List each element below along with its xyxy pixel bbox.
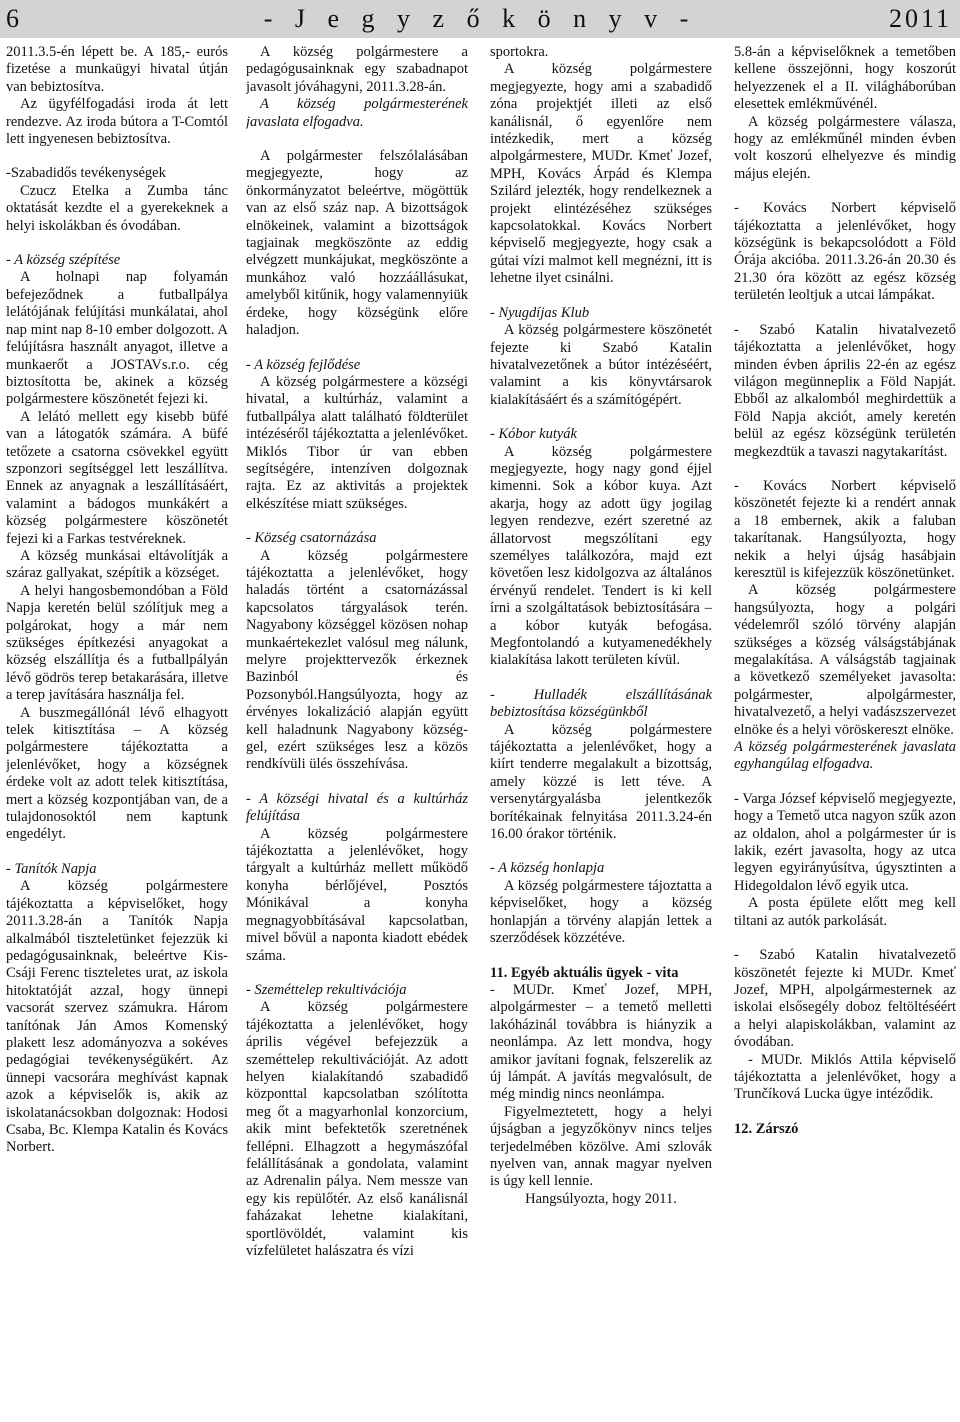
journal-title: - J e g y z ő k ö n y v - bbox=[263, 4, 697, 33]
section-heading: - Kóbor kutyák bbox=[490, 426, 577, 443]
section-heading: - Szeméttelep rekultivációja bbox=[246, 981, 407, 998]
paragraph: A község polgármestere tájékoztatta a jelenlévőket, hogy haladás történt a csatornázással kapcsolatos tárgyalások terén. Nagyabony községgel közösen nohap munkaértekezlet valósul meg nálunk, melyre projekttervezők érkeznek Bazinból és Pozsonyból.Hangsúlyozta, hogy az érvényes lokalizáció alapján együtt kell haladnunk Nagyabony község-gel, ezért szükséges lesz a közös rendkívüli ülés összehívása. bbox=[246, 547, 468, 773]
paragraph: A buszmegállónál lévő elhagyott telek kitisztítása – A község polgármestere tájékoztatta a jelenlévőket, hogy a községnek érdeke volt az adott telek kitisztítása, mert a község kozpontjában van, de a tulajdonosoktól nem kaptunk engedélyt. bbox=[6, 704, 228, 843]
column-1 bbox=[6, 44, 228, 1420]
section-heading: - A község fejlődése bbox=[246, 356, 361, 373]
paragraph: A posta épülete előtt meg kell tiltani az autók parkolását. bbox=[734, 895, 956, 929]
column-2 bbox=[246, 44, 468, 1420]
paragraph: A község polgármestere a községi hivatal, a kultúrház, valamint a futballpálya alatt található földterület intézéséről tájékoztatta a jelenlévőket. Miklós Tibor úr van ebben segítségére, intenzíven dolgoznak rajta. Ez az aktivitás a projektek elkészítése miatt szükséges. bbox=[246, 373, 468, 512]
column-4 bbox=[734, 44, 956, 1420]
paragraph: A község polgármestere tájékoztatta a képviselőket, hogy 2011.3.28-án a Tanítók Napja alkalmából tiszteletünket fejezzük ki pedagógusainknak, beleértve Kis-Csáji Ferenc tiszteletes urat, az iskola hitoktatóját azzal, hogy ünnepi vacsorát szervez számukra. Három tanítónak Ján Amos Komenský plakett lesz adományozva a sokéves pedagógiai tevékenységükért. Az ünnepi vacsorára meghívást kapnak azok a képviselők is, akik az iskolatanácsokban dolgoznak: Hodosi Csaba, Bc. Klempa Katalin és Kovács Norbert. bbox=[6, 878, 228, 1156]
paragraph: - Kovács Norbert képviselő tájékoztatta a jelenlévőket, hogy községünk is bekapcsolódott a Föld Órája akcióba. 2011.3.26-án 20.30 és 21.30 óra között az egész község területén leoltjuk a utcai lámpákat. bbox=[734, 200, 956, 304]
section-heading: - A község szépítése bbox=[6, 252, 121, 269]
paragraph: - Varga József képviselő megjegyezte, hogy a Temető utca nagyon szűk azon az oldalon, ahol a polgármester úr is lakik, ezért javasolta, hogy az utca legyen egyirányúsítva, úgysztinten a Hidegoldalon lévő egyik utca. bbox=[734, 790, 956, 894]
section-heading: - Tanítók Napja bbox=[6, 860, 97, 877]
section-heading: - Nyugdíjas Klub bbox=[490, 304, 590, 321]
paragraph: A község munkásai eltávolítják a száraz gallyakat, szépítik a községet. bbox=[6, 547, 228, 582]
paragraph: 5.8-án a képviselőknek a temetőben kellene összejönni, hogy koszorút helyezzenek el a II. világháborúban elesettek emlékművénél. bbox=[734, 44, 956, 113]
section-heading: - Község csatornázása bbox=[246, 530, 377, 547]
paragraph: A község polgármestere megjegyezte, hogy nagy gond éjjel kimenni. Sok a kóbor kuya. Azt akarja, hogy az adott ügy jogilag legyen rendezve, ezért szeretné az állatorvost megszólítani egy személyes találkozóra, majd ezt követően lesz kidolgozva az általános érvényű rendelet. Tendert is ki kell írni a szolgáltatások bebiztosítására – a kóbor kutyák befogása. Megfontolandó a kutyamenedékhely kialakítása lakott területen kívül. bbox=[490, 443, 712, 669]
section-heading: 11. Egyéb aktuális ügyek - vita bbox=[490, 964, 679, 981]
paragraph: A község polgármestere tájoztatta a képviselőket, hogy a község honlapján a törvény alapján lettek a szerződések közzétéve. bbox=[490, 877, 712, 947]
paragraph: A község polgármestere a pedagógusainknak egy szabadnapot javasolt jóváhagyni, 2011.3.28-án. bbox=[246, 44, 468, 95]
section-heading: - Hulladék elszállításának bebiztosítása községünkből bbox=[490, 686, 712, 721]
section-heading: - A községi hivatal és a kultúrház felújítása bbox=[246, 790, 468, 825]
paragraph: Figyelmeztetett, hogy a helyi újságban a jegyzőkönyv nincs teljes terjedelmében közölve. Ami szlovák nyelven van, annak magyar nyelven is úgy kell lennie. bbox=[490, 1103, 712, 1190]
paragraph: Az ügyfélfogadási iroda át lett rendezve. Az iroda bútora a T-Comtól lett ingyenesen bebiztosítva. bbox=[6, 96, 228, 148]
paragraph: A község polgármestere megjegyezte, hogy ami a szabadidő zóna projektjét illeti az első kanálisnál, ő egyenlőre nem intézkedik, mert a község alpolgármestere, MUDr. Kmeť Jozef, MPH, Kovács Árpád és Klempa Szilárd jelezték, hogy rendelkeznek a projekt elintézéséhez szükséges kapcsolatokkal. Kovács Norbert képviselő megjegyezte, hogy csak a gútai vízi malmot kell megnézni, itt is lehetne ilyet csinálni. bbox=[490, 61, 712, 287]
paragraph: A holnapi nap folyamán befejeződnek a futballpálya lelátójának felújítási munkálatai, ahol nap mint nap 8-10 ember dolgozott. A felújításra használt anyagot, illetve a munkaerőt a JOSTAVs.r.o. cég biztosította be, akinek a község polgármestere köszönetét fejezi ki. bbox=[6, 269, 228, 408]
paragraph: A község polgármestere köszönetét fejezte ki Szabó Katalin hivatalvezetőnek a bútor intézéséért, valamint a kis könyvtársarok kialakításáért és a számítógépért. bbox=[490, 322, 712, 408]
section-heading: - A község honlapja bbox=[490, 860, 605, 877]
paragraph: A lelátó mellett egy kisebb büfé van a látogatók számára. A büfé tetőzete a csatorna csövekkel együtt szponzori segítséggel lett leszállítva. Ennek az anyagnak a leszállításáért, valamint a bádogos munkákért a község polgármestere köszönetét fejezi ki a Farkas testvéreknek. bbox=[6, 408, 228, 547]
header-year: 2011 bbox=[888, 4, 952, 33]
paragraph: - Kovács Norbert képviselő köszönetét fejezte ki a rendért annak a 18 embernek, akik a faluban takarítanak. Hangsúlyozta, hogy nekik a helyi újság hasábjain keresztül is kifejezzük köszönetünket. bbox=[734, 477, 956, 581]
paragraph: A község polgármesterének javaslata egyhangúlag elfogadva. bbox=[734, 739, 956, 773]
paragraph: sportokra. bbox=[490, 44, 549, 60]
paragraph: A község polgármestere tájékoztatta a jelenlévőket, hogy a kiírt tenderre megalakult a bizottság, amely közzé is lett téve. A versenytárgyalásba jelentkezők borítékainak felnyitása 2011.3.24-én 16.00 órakor történik. bbox=[490, 721, 712, 843]
section-heading: 12. Zárszó bbox=[734, 1120, 799, 1137]
paragraph: A község polgármesterének javaslata elfogadva. bbox=[246, 96, 468, 130]
paragraph: - MUDr. Kmeť Jozef, MPH, alpolgármester – a temető melletti lakóházinál továbbra is hiányzik a neonlámpa. Az lett mondva, hogy amikor javítani fognak, felszerelik az új lámpát. A javítás megvalósult, de még mindig nincs neonlámpa. bbox=[490, 981, 712, 1103]
section-heading: -Szabadidős tevékenységek bbox=[6, 165, 166, 182]
page-number: 6 bbox=[6, 4, 19, 33]
paragraph: A község polgármestere hangsúlyozta, hogy a polgári védelemről szóló törvény alapján szükséges a község válságstábjának megalakítása. A válságstáb tagjainak a következő személyeket javasolta: polgármester, alpolgármester, hivatalvezető, a helyi vadászszervezet elnöke és a helyi vöröskereszt elnöke. bbox=[734, 582, 956, 738]
paragraph: 2011.3.5-én lépett be. A 185,- eurós fizetése a munkaügyi hivatal útján van bebiztosítva. bbox=[6, 44, 228, 95]
paragraph: A község polgármestere tájékoztatta a jelenlévőket, hogy tárgyalt a kultúrház mellett működő konyha bérlőjével, Posztós Mónikával a konyha megnagyobbításával kapcsolatban, mivel bővül a naponta kiadott ebédek száma. bbox=[246, 825, 468, 964]
paragraph: - Szabó Katalin hivatalvezető köszönetét fejezte ki MUDr. Kmeť Jozef, MPH, alpolgármesternek az iskolai elsősegély doboz feltöltéséért a helyi alapiskolákban, valamint az óvodában. bbox=[734, 947, 956, 1051]
paragraph: A polgármester felszólalásában megjegyezte, hogy az önkormányzatot beleértve, mögöttük van az első száz nap. A bizottságok elnökeinek, valamint a bizottságok tagjainak megköszönte az eddig elvégzett munkájukat, megköszönte a munkához való hozzáállásukat, amelyből kitűnik, hogy valamennyiük érdeke, hogy községünk előre haladjon. bbox=[246, 148, 468, 339]
paragraph: - Szabó Katalin hivatalvezető tájékoztatta a jelenlévőket, hogy minden évben április 22-én az egész világon megünnepliк a Föld Napját. Ebből az alkalomból meghirdettük a Föld Napja akciót, amely keretén belül az egész községünk területén megkezdtük a tavaszi nagytakarítást. bbox=[734, 321, 956, 460]
paragraph: A község polgármestere válasza, hogy az emlékműnél minden évben volt koszorú elhelyezve és mindig május elején. bbox=[734, 113, 956, 182]
paragraph: - MUDr. Miklós Attila képviselő tájékoztatta a jelenlévőket, hogy a Trunčíková Lucka ügye intéződik. bbox=[734, 1051, 956, 1103]
paragraph: A helyi hangosbemondóban a Föld Napja keretén belül szólítjuk meg a polgárokat, hogy a már nem szükséges építkezési anyagokat a község elszállítja és a futballpályán lévő gödrös terep betakarására, illetve a terep javítására használja fel. bbox=[6, 582, 228, 704]
column-3 bbox=[490, 44, 712, 1420]
paragraph: Hangsúlyozta, hogy 2011. bbox=[525, 1190, 677, 1207]
paragraph: A község polgármestere tájékoztatta a jelenlévőket, hogy április végével befejezzük a szeméttelep rekultivációját. Az adott helyen kialakítandó szabadidő központtal kapcsolatban szólította meg őt a magyarhonlal konzorcium, akik mint befektetők szeretnének fellépni. Elhagzott a hegymászófal felállításának a gondolata, valamint az Adrenalin pálya. Nem messze van egy kis repülőtér. Az első kanálisnál faházakat lehetne kialakítani, sportlövöldét, valamint kis vízfelületet halászatra és vízi bbox=[246, 999, 468, 1259]
paragraph: Czucz Etelka a Zumba tánc oktatását kezdte el a gyerekeknek a helyi iskolákban és óvodában. bbox=[6, 182, 228, 234]
page-header bbox=[0, 0, 960, 38]
